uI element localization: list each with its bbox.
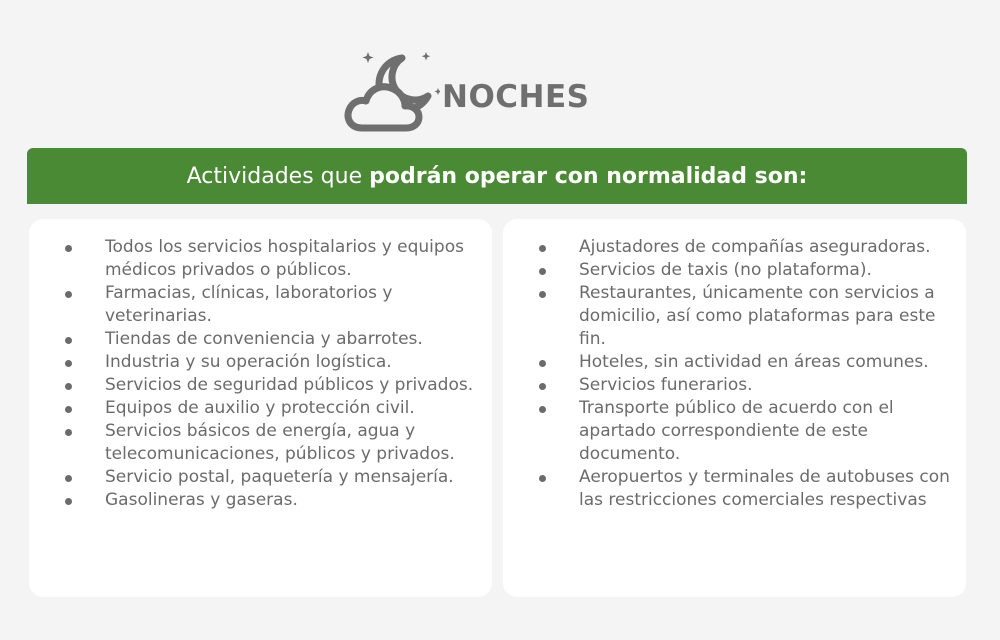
list-item — [29, 397, 492, 420]
section-banner — [27, 148, 967, 204]
bullet-icon — [65, 245, 72, 252]
bullet-icon — [539, 291, 546, 298]
list-item — [29, 351, 492, 374]
page-title: NOCHES — [442, 79, 590, 115]
list-item — [29, 489, 492, 512]
list-item-text: Industria y su operación logística. — [105, 352, 392, 372]
list-item — [503, 466, 966, 512]
banner-text-regular: Actividades que — [186, 163, 363, 189]
list-item-text: Aeropuertos y terminales de autobuses con las restricciones comerciales respectivas — [579, 467, 950, 510]
left-activity-list — [29, 236, 492, 512]
list-item — [503, 259, 966, 282]
bullet-icon — [539, 383, 546, 390]
list-item-text: Servicio postal, paquetería y mensajería. — [105, 467, 454, 487]
list-item-text: Servicios básicos de energía, agua y telecomunicaciones, públicos y privados. — [105, 421, 455, 464]
left-activity-card — [29, 219, 492, 597]
right-activity-card — [503, 219, 966, 597]
bullet-icon — [65, 498, 72, 505]
list-item-text: Servicios de seguridad públicos y privados. — [105, 375, 474, 395]
bullet-icon — [539, 268, 546, 275]
bullet-icon — [65, 429, 72, 436]
list-item-text: Servicios funerarios. — [579, 375, 753, 395]
list-item-text: Restaurantes, únicamente con servicios a domicilio, así como plataformas para este fin. — [579, 283, 936, 349]
list-item — [29, 282, 492, 328]
list-item-text: Transporte público de acuerdo con el apartado correspondiente de este documento. — [579, 398, 894, 464]
list-item — [29, 328, 492, 351]
list-item — [503, 351, 966, 374]
bullet-icon — [539, 475, 546, 482]
bullet-icon — [65, 337, 72, 344]
list-item — [29, 420, 492, 466]
list-item-text: Ajustadores de compañías aseguradoras. — [579, 237, 931, 257]
bullet-icon — [65, 406, 72, 413]
list-item-text: Equipos de auxilio y protección civil. — [105, 398, 415, 418]
list-item — [503, 282, 966, 351]
bullet-icon — [539, 360, 546, 367]
banner-text-bold: podrán operar con normalidad son: — [369, 163, 808, 189]
header — [340, 46, 640, 136]
list-item — [29, 374, 492, 397]
list-item — [29, 466, 492, 489]
list-item-text: Tiendas de conveniencia y abarrotes. — [105, 329, 423, 349]
list-item — [503, 397, 966, 466]
bullet-icon — [65, 383, 72, 390]
list-item — [503, 236, 966, 259]
list-item — [29, 236, 492, 282]
moon-cloud-icon — [340, 46, 440, 136]
bullet-icon — [65, 475, 72, 482]
bullet-icon — [65, 360, 72, 367]
list-item-text: Gasolineras y gaseras. — [105, 490, 298, 510]
bullet-icon — [65, 291, 72, 298]
list-item-text: Servicios de taxis (no plataforma). — [579, 260, 872, 280]
list-item-text: Hoteles, sin actividad en áreas comunes. — [579, 352, 929, 372]
list-item-text: Todos los servicios hospitalarios y equipos médicos privados o públicos. — [105, 237, 464, 280]
bullet-icon — [539, 245, 546, 252]
right-activity-list — [503, 236, 966, 512]
list-item-text: Farmacias, clínicas, laboratorios y veterinarias. — [105, 283, 393, 326]
bullet-icon — [539, 406, 546, 413]
list-item — [503, 374, 966, 397]
